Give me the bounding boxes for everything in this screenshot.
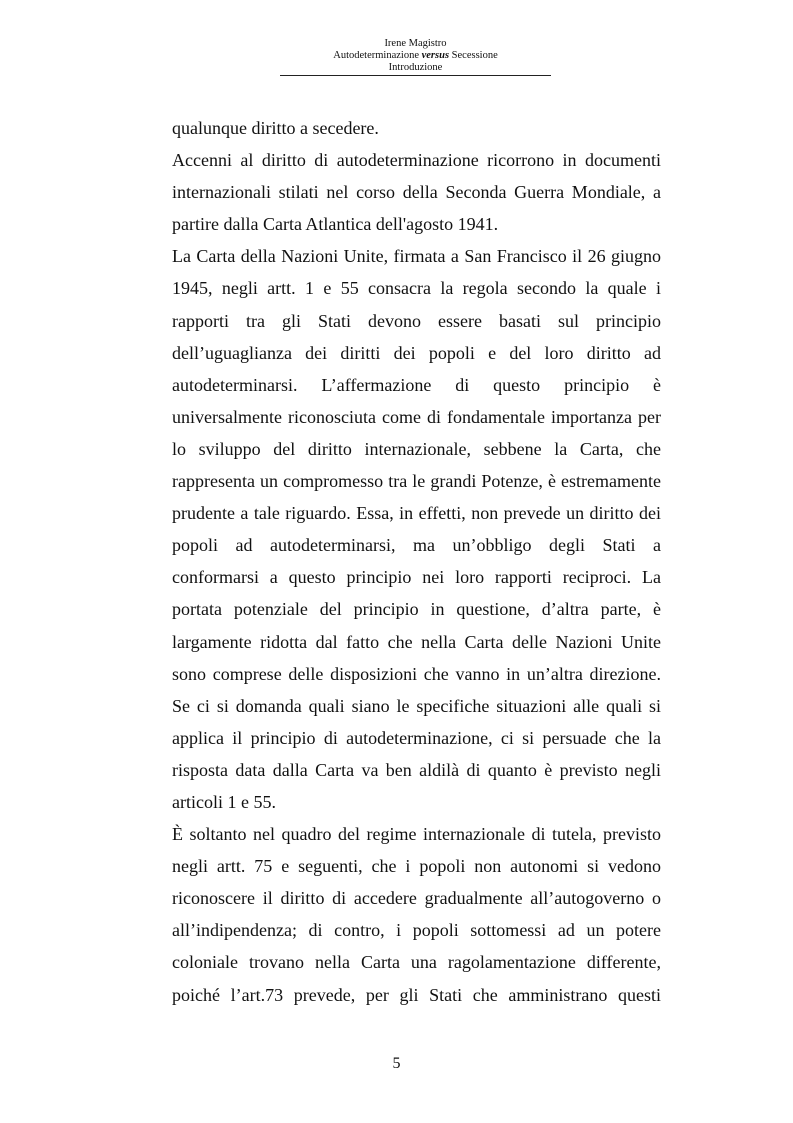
header-title	[280, 50, 551, 62]
paragraph-trusteeship: È soltanto nel quadro del regime internazionale di tutela, previsto negli artt. 75 e seguenti, che i popoli non autonomi si vedono riconoscere il diritto di accedere gradualmente all’autogoverno o all’indipendenza; di contro, i popoli sottomessi ad un potere coloniale trovano nella Carta una ragolamentazione differente, poiché l’art.73 prevede, per gli Stati che amministrano questi	[172, 824, 661, 1005]
paragraph-un-charter: La Carta della Nazioni Unite, firmata a San Francisco il 26 giugno 1945, negli artt. 1 e 55 consacra la regola secondo la quale i rapporti tra gli Stati devono essere basati sul principio dell’uguaglianza dei diritti dei popoli e del loro diritto ad autodeterminarsi. L’affermazione di questo principio è universalmente riconosciuta come di fondamentale importanza per lo sviluppo del diritto internazionale, sebbene la Carta, che rappresenta un compromesso tra le grandi Potenze, è estremamente prudente a tale riguardo. Essa, in effetti, non prevede un diritto dei popoli ad autodeterminarsi, ma un’obbligo degli Stati a conformarsi a questo principio nei loro rapporti reciproci. La portata potenziale del principio in questione, d’altra parte, è largamente ridotta dal fatto che nella Carta delle Nazioni Unite sono comprese delle disposizioni che vanno in un’altra direzione. Se ci si domanda quali siano le specifiche situazioni alle quali si applica il principio di autodeterminazione, ci si persuade che la risposta data dalla Carta va ben aldilà di quanto è previsto negli articoli 1 e 55.	[172, 246, 661, 812]
header-author: Irene Magistro	[384, 38, 447, 49]
header-title-end: Secessione	[449, 50, 498, 61]
paragraph-atlantic-charter: Accenni al diritto di autodeterminazione ricorrono in documenti internazionali stilati nel corso della Seconda Guerra Mondiale, a partire dalla Carta Atlantica dell'agosto 1941.	[172, 150, 661, 235]
header-title-emphasis: versus	[421, 50, 450, 61]
page-number: 5	[392, 1055, 401, 1072]
header-title-start: Autodeterminazione	[333, 50, 422, 61]
paragraph-continuation: qualunque diritto a secedere.	[172, 118, 379, 138]
header-section: Introduzione	[388, 62, 443, 73]
body-text	[172, 112, 661, 1011]
running-header	[280, 38, 551, 76]
